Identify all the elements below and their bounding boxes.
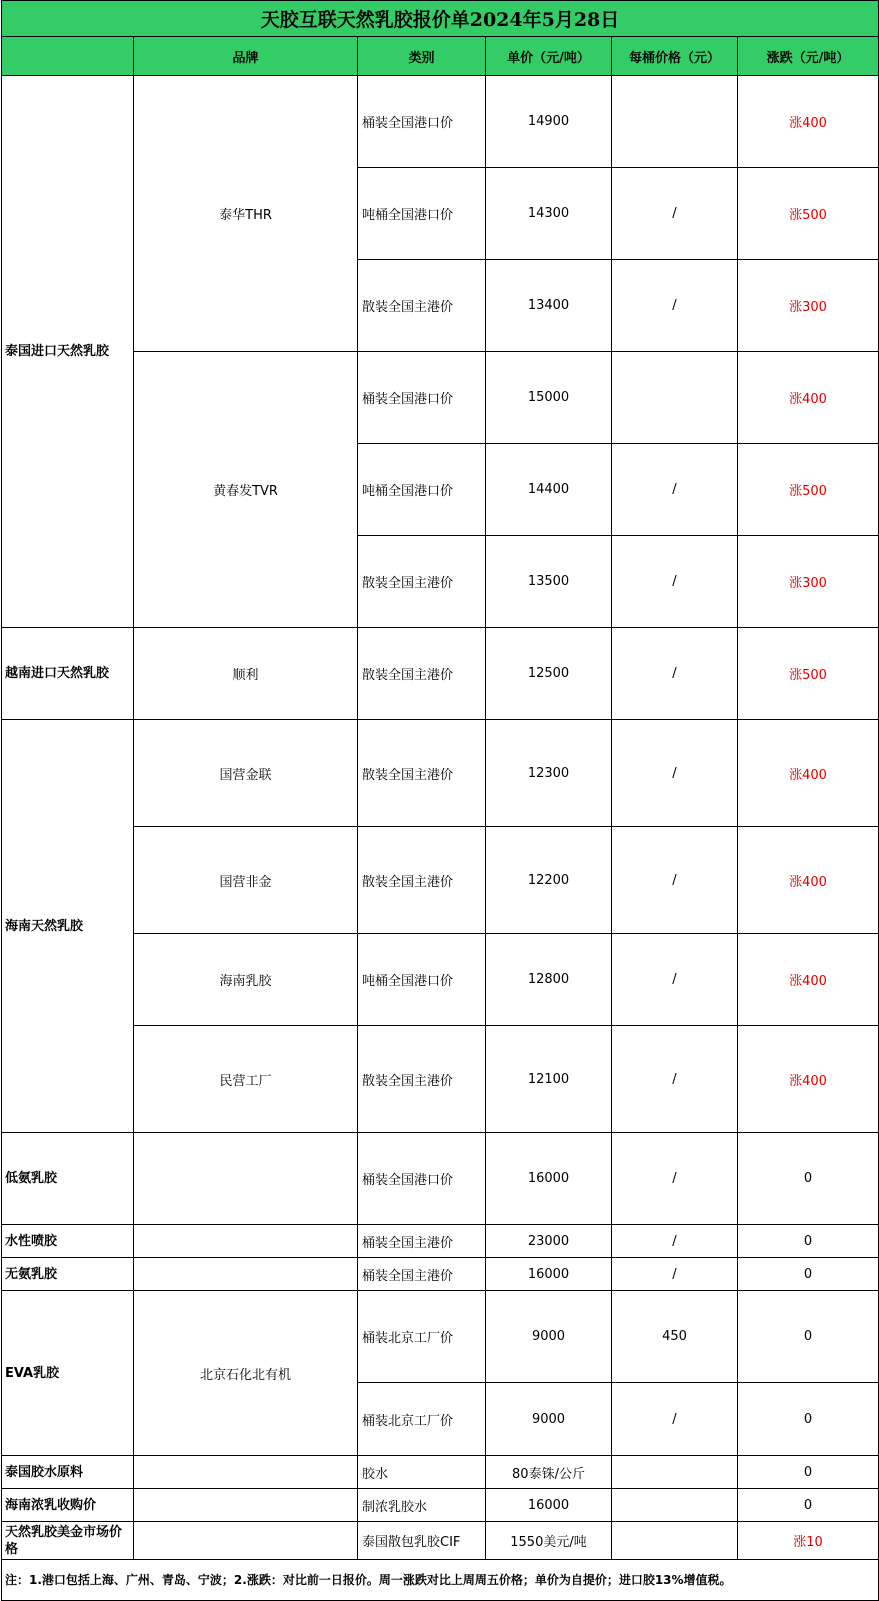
table-row <box>2 934 879 1026</box>
type-cell: 桶装全国港口价 <box>358 76 486 168</box>
change-cell: 涨500 <box>738 168 879 260</box>
footnote: 注：1.港口包括上海、广州、青岛、宁波；2.涨跌：对比前一日报价。周一涨跌对比上周周五价格；单价为自提价；进口胶13%增值税。 <box>2 1560 879 1601</box>
type-cell: 散装全国主港价 <box>358 1026 486 1133</box>
type-cell: 吨桶全国港口价 <box>358 444 486 536</box>
table-row <box>2 1522 879 1560</box>
category-cell: 泰国进口天然乳胶 <box>2 76 134 628</box>
category-cell: 无氨乳胶 <box>2 1258 134 1291</box>
category-cell: 海南天然乳胶 <box>2 720 134 1133</box>
brand-cell <box>134 1522 358 1560</box>
price-cell: 16000 <box>486 1489 612 1522</box>
page-title: 天胶互联天然乳胶报价单2024年5月28日 <box>2 1 879 37</box>
type-cell: 泰国散包乳胶CIF <box>358 1522 486 1560</box>
price-cell: 80泰铢/公斤 <box>486 1456 612 1489</box>
brand-cell: 国营非金 <box>134 827 358 934</box>
per-barrel-cell: / <box>612 260 738 352</box>
price-cell: 1550美元/吨 <box>486 1522 612 1560</box>
type-cell: 制浓乳胶水 <box>358 1489 486 1522</box>
change-cell: 涨400 <box>738 352 879 444</box>
per-barrel-cell <box>612 352 738 444</box>
price-cell: 14400 <box>486 444 612 536</box>
type-cell: 桶装全国港口价 <box>358 1133 486 1225</box>
category-cell: 低氨乳胶 <box>2 1133 134 1225</box>
brand-cell: 泰华THR <box>134 76 358 352</box>
type-cell: 散装全国主港价 <box>358 536 486 628</box>
header-price: 单价（元/吨） <box>486 37 612 76</box>
change-cell: 涨400 <box>738 827 879 934</box>
category-cell: 越南进口天然乳胶 <box>2 628 134 720</box>
change-cell: 0 <box>738 1258 879 1291</box>
change-cell: 0 <box>738 1489 879 1522</box>
brand-cell <box>134 1133 358 1225</box>
type-cell: 散装全国主港价 <box>358 720 486 827</box>
type-cell: 散装全国主港价 <box>358 628 486 720</box>
table-row <box>2 1026 879 1133</box>
category-cell: 天然乳胶美金市场价格 <box>2 1522 134 1560</box>
brand-cell: 海南乳胶 <box>134 934 358 1026</box>
brand-cell: 北京石化北有机 <box>134 1291 358 1456</box>
header-per-barrel: 每桶价格（元） <box>612 37 738 76</box>
price-cell: 12300 <box>486 720 612 827</box>
price-cell: 12100 <box>486 1026 612 1133</box>
brand-cell: 民营工厂 <box>134 1026 358 1133</box>
header-type: 类别 <box>358 37 486 76</box>
change-cell: 涨300 <box>738 260 879 352</box>
brand-cell: 黄春发TVR <box>134 352 358 628</box>
change-cell: 涨400 <box>738 76 879 168</box>
brand-cell: 国营金联 <box>134 720 358 827</box>
type-cell: 吨桶全国港口价 <box>358 934 486 1026</box>
per-barrel-cell: / <box>612 720 738 827</box>
change-cell: 0 <box>738 1456 879 1489</box>
per-barrel-cell: / <box>612 1133 738 1225</box>
change-cell: 涨400 <box>738 934 879 1026</box>
change-cell: 涨400 <box>738 1026 879 1133</box>
table-row <box>2 628 879 720</box>
brand-cell <box>134 1456 358 1489</box>
per-barrel-cell <box>612 1522 738 1560</box>
per-barrel-cell: / <box>612 444 738 536</box>
type-cell: 桶装全国港口价 <box>358 352 486 444</box>
type-cell: 散装全国主港价 <box>358 260 486 352</box>
change-cell: 0 <box>738 1225 879 1258</box>
price-cell: 16000 <box>486 1258 612 1291</box>
table-row <box>2 76 879 168</box>
per-barrel-cell: / <box>612 1383 738 1456</box>
change-cell: 涨400 <box>738 720 879 827</box>
change-cell: 涨10 <box>738 1522 879 1560</box>
table-row <box>2 1489 879 1522</box>
price-cell: 12800 <box>486 934 612 1026</box>
change-cell: 0 <box>738 1291 879 1383</box>
type-cell: 桶装北京工厂价 <box>358 1383 486 1456</box>
price-cell: 13400 <box>486 260 612 352</box>
type-cell: 胶水 <box>358 1456 486 1489</box>
table-row <box>2 1291 879 1383</box>
per-barrel-cell: / <box>612 628 738 720</box>
category-cell: 泰国胶水原料 <box>2 1456 134 1489</box>
price-cell: 13500 <box>486 536 612 628</box>
per-barrel-cell: / <box>612 827 738 934</box>
per-barrel-cell <box>612 1456 738 1489</box>
type-cell: 桶装全国主港价 <box>358 1225 486 1258</box>
change-cell: 涨500 <box>738 444 879 536</box>
price-table <box>1 0 879 1601</box>
type-cell: 散装全国主港价 <box>358 827 486 934</box>
per-barrel-cell <box>612 1489 738 1522</box>
per-barrel-cell: 450 <box>612 1291 738 1383</box>
per-barrel-cell: / <box>612 168 738 260</box>
change-cell: 涨500 <box>738 628 879 720</box>
brand-cell <box>134 1225 358 1258</box>
price-cell: 9000 <box>486 1383 612 1456</box>
change-cell: 涨300 <box>738 536 879 628</box>
table-row <box>2 1258 879 1291</box>
per-barrel-cell: / <box>612 536 738 628</box>
price-cell: 12500 <box>486 628 612 720</box>
price-cell: 15000 <box>486 352 612 444</box>
brand-cell: 顺利 <box>134 628 358 720</box>
price-cell: 9000 <box>486 1291 612 1383</box>
table-row <box>2 1225 879 1258</box>
table-row <box>2 352 879 444</box>
price-cell: 16000 <box>486 1133 612 1225</box>
type-cell: 桶装北京工厂价 <box>358 1291 486 1383</box>
category-cell: EVA乳胶 <box>2 1291 134 1456</box>
per-barrel-cell: / <box>612 1225 738 1258</box>
category-cell: 海南浓乳收购价 <box>2 1489 134 1522</box>
brand-cell <box>134 1489 358 1522</box>
table-row <box>2 1133 879 1225</box>
per-barrel-cell: / <box>612 1258 738 1291</box>
price-cell: 14300 <box>486 168 612 260</box>
per-barrel-cell: / <box>612 934 738 1026</box>
per-barrel-cell <box>612 76 738 168</box>
table-row <box>2 1456 879 1489</box>
table-row <box>2 827 879 934</box>
price-cell: 23000 <box>486 1225 612 1258</box>
change-cell: 0 <box>738 1383 879 1456</box>
header-change: 涨跌（元/吨） <box>738 37 879 76</box>
type-cell: 桶装全国主港价 <box>358 1258 486 1291</box>
price-cell: 12200 <box>486 827 612 934</box>
brand-cell <box>134 1258 358 1291</box>
table-row <box>2 720 879 827</box>
header-category <box>2 37 134 76</box>
change-cell: 0 <box>738 1133 879 1225</box>
header-brand: 品牌 <box>134 37 358 76</box>
type-cell: 吨桶全国港口价 <box>358 168 486 260</box>
per-barrel-cell: / <box>612 1026 738 1133</box>
price-cell: 14900 <box>486 76 612 168</box>
category-cell: 水性喷胶 <box>2 1225 134 1258</box>
